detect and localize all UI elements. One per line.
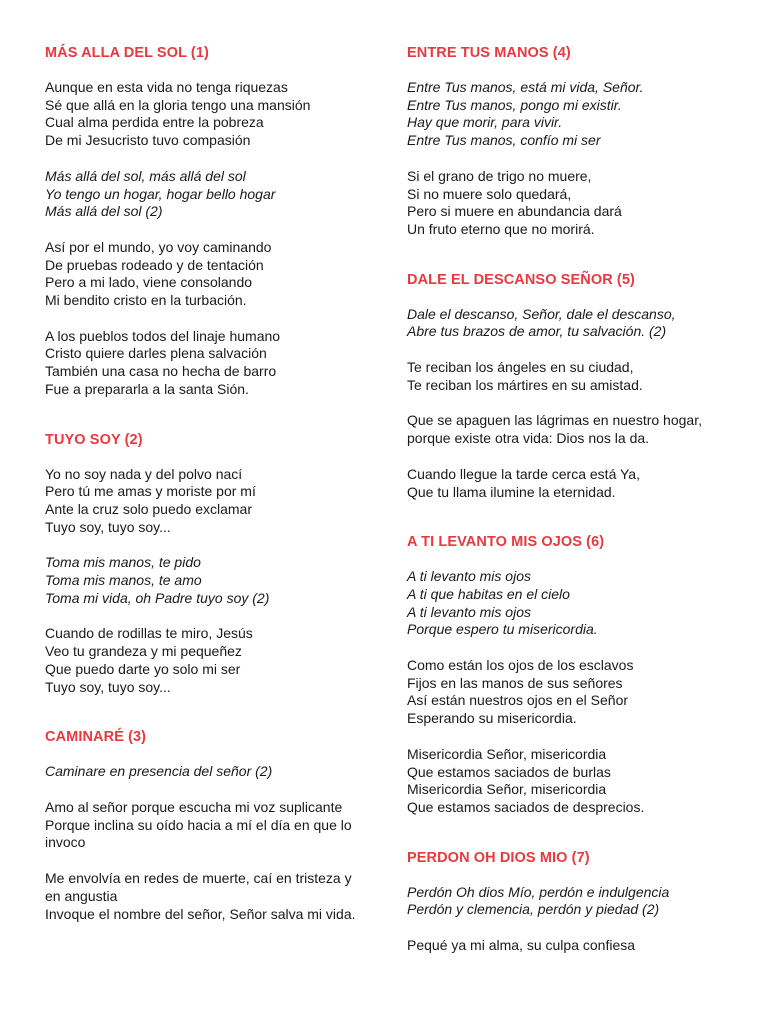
lyric-line: Dale el descanso, Señor, dale el descanso, [407,305,676,322]
song-dale-el-descanso-senor-5 [407,271,737,502]
lyric-line: Entre Tus manos, confío mi ser [407,132,601,149]
lyric-line: Ante la cruz solo puedo exclamar [45,500,252,517]
lyric-line: Pero a mi lado, viene consolando [45,274,253,291]
lyric-line: A ti levanto mis ojos [407,603,531,620]
lyric-line: Tuyo soy, tuyo soy... [45,678,171,695]
chorus-paragraph [407,79,737,150]
lyric-line: Cual alma perdida entre la pobreza [45,114,264,131]
verse-paragraph [45,328,370,399]
lyric-line: Me envolvía en redes de muerte, caí en tristeza y en angustia [45,870,352,904]
song-entre-tus-manos-4 [407,44,737,239]
lyric-line: Si no muere solo quedará, [407,185,572,202]
verse-paragraph [407,466,737,501]
lyric-line: Yo tengo un hogar, hogar bello hogar [45,185,276,202]
lyric-line: Mi bendito cristo en la turbación. [45,292,247,309]
lyric-line: Como están los ojos de los esclavos [407,657,634,674]
song-title: PERDON OH DIOS MIO (7) [407,849,590,866]
lyric-line: De mi Jesucristo tuvo compasión [45,132,251,149]
verse-paragraph [407,168,737,239]
lyric-line: Caminare en presencia del señor (2) [45,763,273,780]
lyric-line: Te reciban los mártires en su amistad. [407,376,643,393]
lyric-line: Sé que allá en la gloria tengo una mansión [45,96,311,113]
lyric-line: Te reciban los ángeles en su ciudad, [407,359,634,376]
lyric-line: Abre tus brazos de amor, tu salvación. (2) [407,323,667,340]
lyric-line: Amo al señor porque escucha mi voz suplicante [45,798,343,815]
lyric-line: Toma mi vida, oh Padre tuyo soy (2) [45,589,270,606]
lyric-line: Cuando llegue la tarde cerca está Ya, [407,465,640,482]
song-caminare-3 [45,728,370,923]
verse-paragraph [45,239,370,310]
lyric-line: Entre Tus manos, pongo mi existir. [407,96,622,113]
lyric-line: Así por el mundo, yo voy caminando [45,238,272,255]
lyric-line: Toma mis manos, te pido [45,554,201,571]
right-column [407,44,737,987]
lyric-line: Invoque el nombre del señor, Señor salva mi vida. [45,905,356,922]
song-title: DALE EL DESCANSO SEÑOR (5) [407,271,635,288]
verse-paragraph [45,870,370,923]
lyric-line: Que se apaguen las lágrimas en nuestro hogar, porque existe otra vida: Dios nos la da. [407,412,702,447]
song-title: CAMINARÉ (3) [45,729,147,746]
verse-paragraph [407,657,737,728]
lyric-line: Pero tú me amas y moriste por mí [45,483,256,500]
lyric-line: Más allá del sol (2) [45,203,163,220]
lyric-line: Entre Tus manos, está mi vida, Señor. [407,79,644,95]
lyric-line: Toma mis manos, te amo [45,572,202,589]
lyric-line: Más allá del sol, más allá del sol [45,167,246,184]
verse-paragraph [407,937,737,955]
lyric-line: Misericordia Señor, misericordia [407,745,607,762]
song-perdon-oh-dios-mio-7 [407,849,737,955]
lyric-line: Misericordia Señor, misericordia [407,781,607,798]
left-column [45,44,370,955]
lyric-line: Así están nuestros ojos en el Señor [407,692,629,709]
lyric-line: A ti levanto mis ojos [407,568,531,585]
lyric-line: Porque inclina su oído hacia a mí el día en que lo invoco [45,816,352,851]
lyric-line: Cuando de rodillas te miro, Jesús [45,625,253,642]
lyric-line: Perdón y clemencia, perdón y piedad (2) [407,901,660,918]
lyric-line: Que puedo darte yo solo mi ser [45,660,241,677]
lyric-line: Tuyo soy, tuyo soy... [45,518,171,535]
song-tuyo-soy-2 [45,431,370,697]
chorus-paragraph [407,884,737,919]
chorus-paragraph [45,168,370,221]
verse-paragraph [45,79,370,150]
chorus-paragraph [407,568,737,639]
verse-paragraph [45,625,370,696]
lyric-line: Porque espero tu misericordia. [407,621,598,638]
lyric-line: A los pueblos todos del linaje humano [45,327,281,344]
song-a-ti-levanto-mis-ojos-6 [407,533,737,816]
lyric-line: Perdón Oh dios Mío, perdón e indulgencia [407,883,670,900]
lyric-line: También una casa no hecha de barro [45,363,277,380]
lyric-line: Pequé ya mi alma, su culpa confiesa [407,937,636,954]
lyric-line: Yo no soy nada y del polvo nací [45,465,243,482]
verse-paragraph [45,799,370,852]
lyric-line: Aunque en esta vida no tenga riquezas [45,79,288,95]
verse-paragraph [407,412,737,447]
song-title: TUYO SOY (2) [45,431,143,448]
lyric-line: Esperando su misericordia. [407,710,577,727]
song-title: A TI LEVANTO MIS OJOS (6) [407,534,605,551]
song-title: MÁS ALLA DEL SOL (1) [45,45,209,61]
lyric-line: Hay que morir, para vivir. [407,114,563,131]
lyric-line: Pero si muere en abundancia dará [407,203,622,220]
lyric-line: Un fruto eterno que no morirá. [407,220,595,237]
lyric-line: Fue a prepararla a la santa Sión. [45,380,249,397]
lyric-line: Que estamos saciados de desprecios. [407,798,645,815]
lyric-line: Si el grano de trigo no muere, [407,167,592,184]
chorus-paragraph [407,306,737,341]
lyric-line: Que estamos saciados de burlas [407,763,611,780]
lyric-line: Fijos en las manos de sus señores [407,674,623,691]
lyric-line: Que tu llama ilumine la eternidad. [407,483,616,500]
verse-paragraph [407,359,737,394]
chorus-paragraph [45,554,370,607]
song-mas-alla-del-sol-1 [45,44,370,399]
verse-paragraph [45,466,370,537]
verse-paragraph [407,746,737,817]
lyric-line: A ti que habitas en el cielo [407,585,570,602]
lyric-line: Veo tu grandeza y mi pequeñez [45,643,242,660]
song-title: ENTRE TUS MANOS (4) [407,45,571,61]
lyric-line: De pruebas rodeado y de tentación [45,256,264,273]
chorus-paragraph [45,763,370,781]
lyric-line: Cristo quiere darles plena salvación [45,345,267,362]
